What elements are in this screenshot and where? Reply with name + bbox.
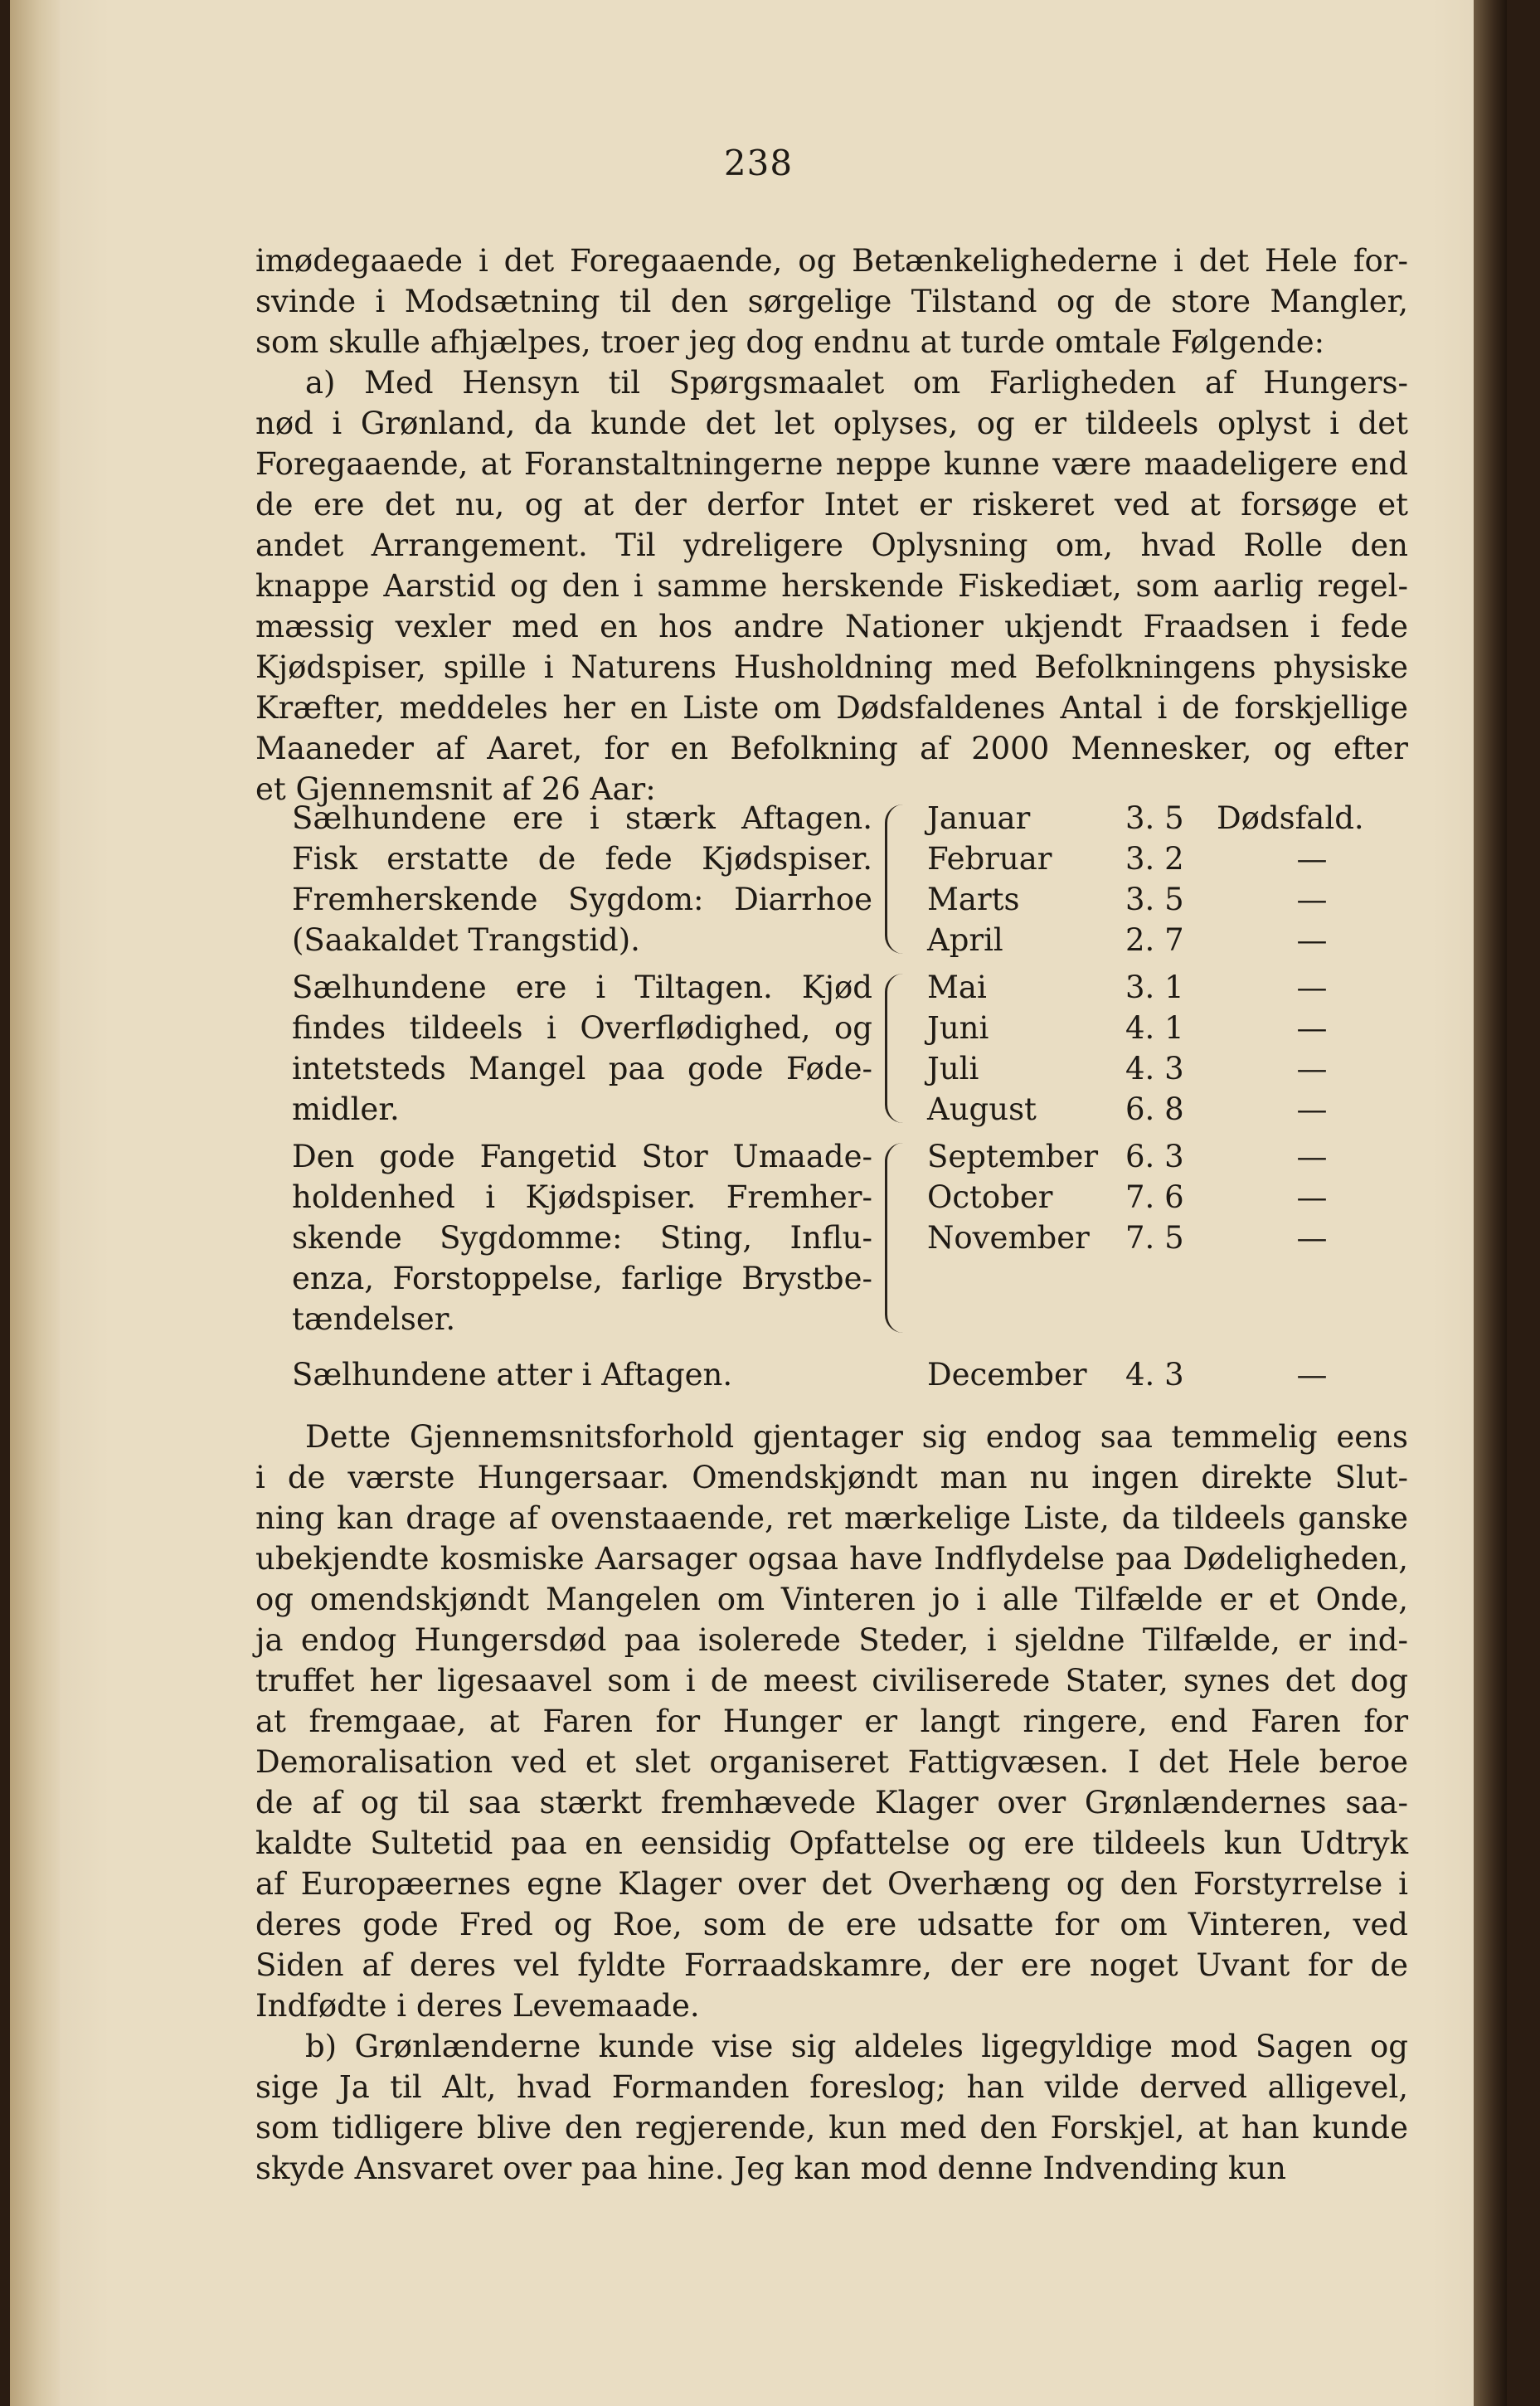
text-line: ja endog Hungersdød paa isolerede Steder, i sjeldne Tilfælde, er ind- [255, 1622, 1408, 1658]
page-number: 238 [723, 143, 794, 183]
death-note: — [1296, 970, 1328, 1005]
month-label: Februar [927, 841, 1052, 877]
death-count: 7. 6 [1125, 1179, 1184, 1215]
text-line: kaldte Sultetid paa en eensidig Opfattelse og ere tildeels kun Udtryk [255, 1825, 1408, 1861]
death-count: 2. 7 [1125, 922, 1184, 958]
description-line: holdenhed i Kjødspiser. Fremher- [292, 1179, 872, 1215]
text-line: Demoralisation ved et slet organiseret Fattigvæsen. I det Hele beroe [255, 1744, 1408, 1780]
description-line: midler. [292, 1091, 400, 1127]
text-line: knappe Aarstid og den i samme herskende Fiskediæt, som aarlig regel- [255, 568, 1408, 604]
death-count: 3. 2 [1125, 841, 1184, 877]
text-line: deres gode Fred og Roe, som de ere udsatte for om Vinteren, ved [255, 1907, 1408, 1942]
month-label: Juli [927, 1051, 979, 1086]
death-count: 4. 3 [1125, 1357, 1184, 1393]
description-line: intetsteds Mangel paa gode Føde- [292, 1051, 872, 1086]
text-line: at fremgaae, at Faren for Hunger er langt ringere, end Faren for [255, 1704, 1408, 1739]
month-label: November [927, 1220, 1090, 1256]
description-line: Den gode Fangetid Stor Umaade- [292, 1139, 872, 1174]
description-line: Sælhundene ere i Tiltagen. Kjød [292, 970, 872, 1005]
description-line: enza, Forstoppelse, farlige Brystbe- [292, 1261, 872, 1296]
description-line: Sælhundene ere i stærk Aftagen. [292, 800, 872, 836]
death-note: — [1296, 1051, 1328, 1086]
month-label: Januar [927, 800, 1031, 836]
death-note: — [1296, 1357, 1328, 1393]
death-count: 6. 8 [1125, 1091, 1184, 1127]
text-line: svinde i Modsætning til den sørgelige Tilstand og de store Mangler, [255, 284, 1408, 319]
table-group [292, 967, 1403, 1130]
text-line: andet Arrangement. Til ydreligere Oplysning om, hvad Rolle den [255, 527, 1408, 563]
book-page [10, 0, 1507, 2406]
text-line: som skulle afhjælpes, troer jeg dog endnu at turde omtale Følgende: [255, 324, 1325, 360]
group-description [292, 967, 872, 1130]
text-line: Indfødte i deres Levemaade. [255, 1988, 700, 2024]
month-label: September [927, 1139, 1099, 1174]
death-note: — [1296, 1139, 1328, 1174]
death-count: 6. 3 [1125, 1139, 1184, 1174]
death-note: — [1296, 922, 1328, 958]
text-line: ubekjendte kosmiske Aarsager ogsaa have Indflydelse paa Dødeligheden, [255, 1541, 1408, 1577]
death-note: — [1296, 1091, 1328, 1127]
book-spine [10, 0, 60, 2406]
description-line: (Saakaldet Trangstid). [292, 922, 640, 958]
group-description [292, 1354, 872, 1395]
month-label: Marts [927, 882, 1020, 917]
group-brace [885, 974, 921, 1123]
text-line: af Europæernes egne Klager over det Overhæng og den Forstyrrelse i [255, 1866, 1408, 1902]
table-group [292, 1354, 1403, 1395]
month-label: October [927, 1179, 1053, 1215]
month-label: April [927, 922, 1003, 958]
text-line: mæssig vexler med en hos andre Nationer ukjendt Fraadsen i fede [255, 609, 1408, 644]
text-line: og omendskjøndt Mangelen om Vinteren jo i alle Tilfælde er et Onde, [255, 1582, 1408, 1617]
text-line: a) Med Hensyn til Spørgsmaalet om Farligheden af Hungers- [305, 365, 1408, 401]
death-note: Dødsfald. [1217, 800, 1364, 836]
group-brace [885, 804, 921, 954]
description-line: tændelser. [292, 1301, 456, 1337]
description-line: Fremherskende Sygdom: Diarrhoe [292, 882, 872, 917]
death-note: — [1296, 1179, 1328, 1215]
death-note: — [1296, 1220, 1328, 1256]
text-line: Dette Gjennemsnitsforhold gjentager sig endog saa temmelig eens [305, 1419, 1408, 1455]
death-count: 4. 3 [1125, 1051, 1184, 1086]
text-line: Kræfter, meddeles her en Liste om Dødsfaldenes Antal i de forskjellige [255, 690, 1408, 726]
paragraph-2 [255, 1417, 1408, 2026]
group-description [292, 1136, 872, 1339]
text-line: i de værste Hungersaar. Omendskjøndt man nu ingen direkte Slut- [255, 1460, 1408, 1495]
text-line: de af og til saa stærkt fremhævede Klager over Grønlændernes saa- [255, 1785, 1408, 1820]
page-edge [1474, 0, 1507, 2406]
text-line: et Gjennemsnit af 26 Aar: [255, 771, 656, 807]
text-line: de ere det nu, og at der derfor Intet er riskeret ved at forsøge et [255, 487, 1408, 523]
group-description [292, 798, 872, 960]
month-label: August [927, 1091, 1037, 1127]
text-line: b) Grønlænderne kunde vise sig aldeles ligegyldige mod Sagen og [305, 2029, 1408, 2064]
text-line: Kjødspiser, spille i Naturens Husholdning med Befolkningens physiske [255, 649, 1408, 685]
death-note: — [1296, 841, 1328, 877]
paragraph-3 [255, 2026, 1408, 2189]
text-line: Foregaaende, at Foranstaltningerne neppe kunne være maadeligere end [255, 446, 1408, 482]
text-line: Siden af deres vel fyldte Forraadskamre, der ere noget Uvant for de [255, 1947, 1408, 1983]
text-line: skyde Ansvaret over paa hine. Jeg kan mod denne Indvending kun [255, 2151, 1286, 2186]
death-note: — [1296, 882, 1328, 917]
paragraph-1 [255, 241, 1408, 809]
table-group [292, 798, 1403, 960]
description-line: Fisk erstatte de fede Kjødspiser. [292, 841, 872, 877]
month-label: December [927, 1357, 1087, 1393]
death-count: 4. 1 [1125, 1010, 1184, 1046]
description-line: Sælhundene atter i Aftagen. [292, 1357, 733, 1393]
month-label: Juni [927, 1010, 989, 1046]
text-line: ning kan drage af ovenstaaende, ret mærkelige Liste, da tildeels ganske [255, 1500, 1408, 1536]
month-label: Mai [927, 970, 987, 1005]
death-count: 3. 5 [1125, 882, 1184, 917]
death-count: 3. 1 [1125, 970, 1184, 1005]
death-note: — [1296, 1010, 1328, 1046]
text-line: nød i Grønland, da kunde det let oplyses, og er tildeels oplyst i det [255, 406, 1408, 441]
death-count: 7. 5 [1125, 1220, 1184, 1256]
text-line: imødegaaede i det Foregaaende, og Betænkelighederne i det Hele for- [255, 243, 1408, 279]
description-line: skende Sygdomme: Sting, Influ- [292, 1220, 872, 1256]
table-group [292, 1136, 1403, 1339]
text-line: Maaneder af Aaret, for en Befolkning af 2000 Mennesker, og efter [255, 731, 1408, 766]
description-line: findes tildeels i Overflødighed, og [292, 1010, 872, 1046]
text-line: sige Ja til Alt, hvad Formanden foreslog; han vilde derved alligevel, [255, 2069, 1408, 2105]
text-line: truffet her ligesaavel som i de meest civiliserede Stater, synes det dog [255, 1663, 1408, 1699]
death-count: 3. 5 [1125, 800, 1184, 836]
text-line: som tidligere blive den regjerende, kun med den Forskjel, at han kunde [255, 2110, 1408, 2146]
group-brace [885, 1143, 921, 1333]
